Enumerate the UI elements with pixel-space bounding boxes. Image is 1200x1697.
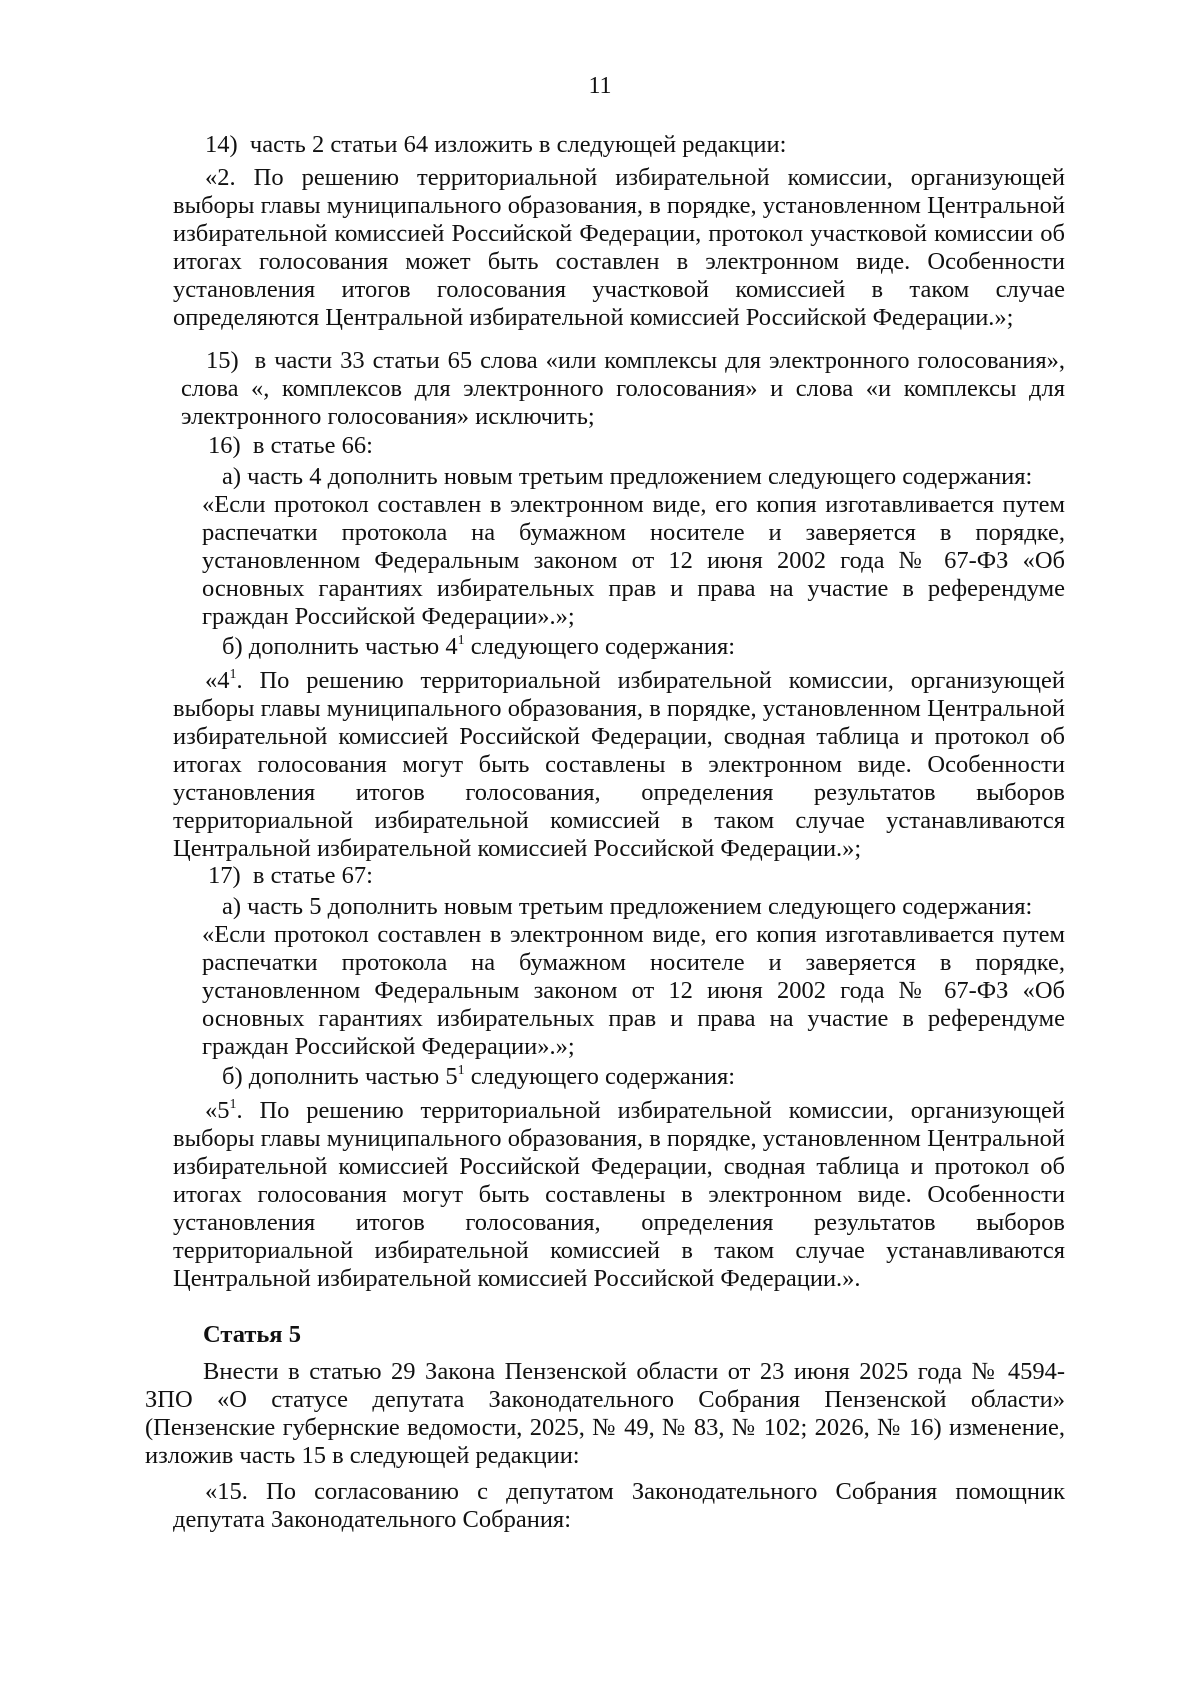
item-16: 16) в статье 66: [208, 432, 373, 459]
article-5-quote-text: «15. По согласованию с депутатом Законодательного Собрания помощник депутата Законодательного Собрания: [173, 1478, 1065, 1533]
item-17-b-quote [173, 1097, 1065, 1293]
item-16-b-quote-text: . По решению территориальной избирательной комиссии, организующей выборы главы муниципального образования, в порядке, установленном Центральной избирательной комиссией Российской Федерации, сводная таблица и протокол об итогах голосования могут быть составлены в электронном виде. Особенности установления итогов голосования, определения результатов выборов территориальной избирательной комиссией в таком случае устанавливаются Центральной избирательной комиссией Российской Федерации.»; [173, 667, 1065, 862]
item-17-a-heading: а) часть 5 дополнить новым третьим предложением следующего содержания: [222, 893, 1033, 920]
item-16-a-heading: а) часть 4 дополнить новым третьим предложением следующего содержания: [222, 463, 1033, 490]
item-17-b-heading-superscript: 1 [457, 1063, 465, 1078]
item-17-b-quote-pre: «5 [205, 1097, 230, 1124]
item-14: 14) часть 2 статьи 64 изложить в следующей редакции: [205, 131, 787, 158]
item-17: 17) в статье 67: [208, 862, 373, 889]
article-5-heading: Статья 5 [203, 1321, 301, 1348]
item-16-b-heading-pre: б) дополнить частью 4 [222, 633, 458, 660]
article-5-text-body: Внести в статью 29 Закона Пензенской области от 23 июня 2025 года № 4594-ЗПО «О статусе депутата Законодательного Собрания Пензенской области» (Пензенские губернские ведомости, 2025, № 49, № 83, № 102; 2026, № 16) изменение, изложив часть 15 в следующей редакции: [145, 1358, 1065, 1469]
item-14-quote [173, 164, 1065, 332]
item-16-a-text: «Если протокол составлен в электронном виде, его копия изготавливается путем распечатки протокола на бумажном носителе и заверяется в порядке, установленном Федеральным законом от 12 июня 2002 года № 67-ФЗ «Об основных гарантиях избирательных прав и права на участие в референдуме граждан Российской Федерации».»; [202, 491, 1065, 630]
item-17-b-heading-pre: б) дополнить частью 5 [222, 1063, 458, 1090]
item-17-b-heading [222, 1063, 1072, 1091]
item-16-b-quote [173, 667, 1065, 863]
item-17-b-quote-superscript: 1 [229, 1097, 237, 1112]
item-14-quote-text: «2. По решению территориальной избирательной комиссии, организующей выборы главы муниципального образования, в порядке, установленном Центральной избирательной комиссией Российской Федерации, протокол участковой комиссии об итогах голосования может быть составлен в электронном виде. Особенности установления итогов голосования участковой комиссией в таком случае определяются Центральной избирательной комиссией Российской Федерации.»; [173, 164, 1065, 331]
article-5-quote [173, 1478, 1065, 1534]
item-15-text: 15) в части 33 статьи 65 слова «или комплексы для электронного голосования», слова «, комплексов для электронного голосования» и слова «и комплексы для электронного голосования» исключить; [181, 347, 1065, 430]
page-number: 11 [588, 73, 612, 99]
item-16-b-heading-superscript: 1 [457, 633, 465, 648]
item-17-b-heading-post: следующего содержания: [464, 1063, 736, 1090]
item-16-b-heading-post: следующего содержания: [464, 633, 736, 660]
item-17-b-quote-text: . По решению территориальной избирательной комиссии, организующей выборы главы муниципального образования, в порядке, установленном Центральной избирательной комиссией Российской Федерации, сводная таблица и протокол об итогах голосования могут быть составлены в электронном виде. Особенности установления итогов голосования, определения результатов выборов территориальной избирательной комиссией в таком случае устанавливаются Центральной избирательной комиссией Российской Федерации.». [173, 1097, 1065, 1292]
item-16-b-quote-pre: «4 [205, 667, 230, 694]
item-15 [181, 347, 1065, 431]
item-16-b-quote-superscript: 1 [229, 667, 237, 682]
item-16-b-heading [222, 633, 1072, 661]
item-17-a-text: «Если протокол составлен в электронном виде, его копия изготавливается путем распечатки протокола на бумажном носителе и заверяется в порядке, установленном Федеральным законом от 12 июня 2002 года № 67-ФЗ «Об основных гарантиях избирательных прав и права на участие в референдуме граждан Российской Федерации».»; [202, 921, 1065, 1060]
article-5-text [145, 1358, 1065, 1470]
